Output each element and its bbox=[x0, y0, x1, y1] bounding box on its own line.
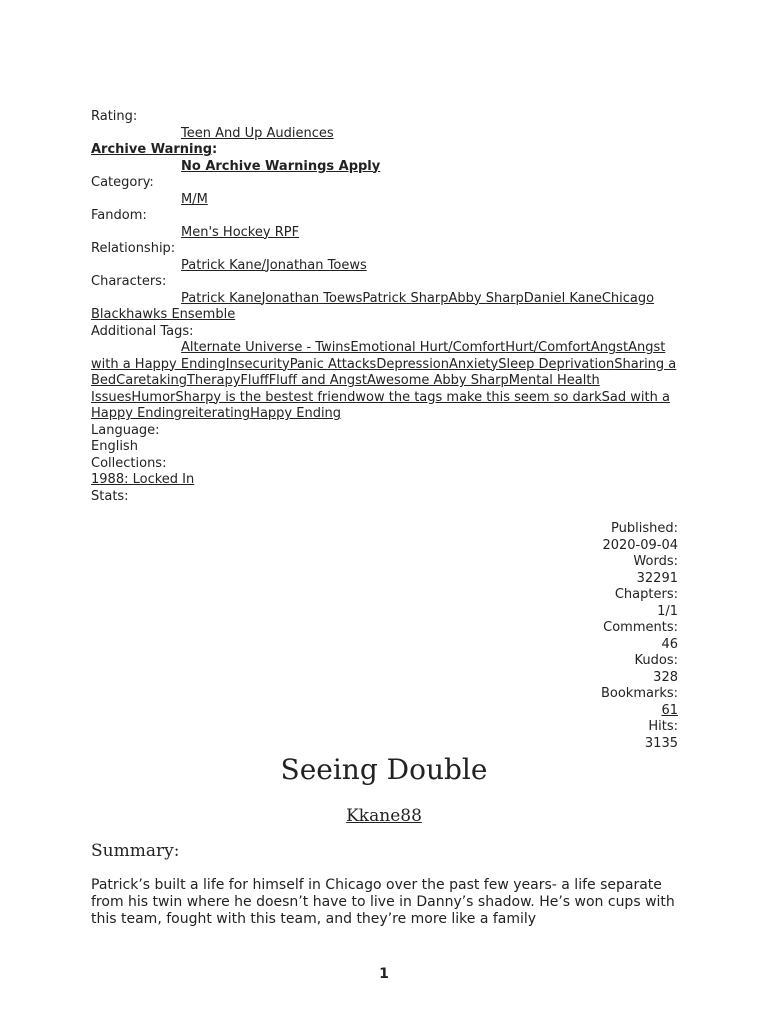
tag-link[interactable]: Sad with a Happy Ending bbox=[91, 389, 670, 421]
tag-link[interactable]: Alternate Universe - Twins bbox=[181, 340, 351, 355]
author-link[interactable]: Kkane88 bbox=[346, 806, 422, 826]
hits-value: 3135 bbox=[644, 735, 678, 751]
rating-label: Rating: bbox=[91, 109, 138, 124]
summary-text: Patrick’s built a life for himself in Chicago over the past few years- a life separate from his twin where he doesn’t have to live in Danny’s shadow. He’s won cups with this team, fought with this team, and they’re more like a family bbox=[91, 877, 675, 927]
byline bbox=[0, 805, 768, 827]
character-link[interactable]: Patrick Sharp bbox=[362, 290, 449, 306]
summary-heading: Summary: bbox=[91, 841, 180, 861]
tag-link[interactable]: Emotional Hurt/Comfort bbox=[350, 340, 506, 355]
character-link[interactable]: Patrick Kane bbox=[181, 290, 262, 306]
kudos-value: 328 bbox=[653, 669, 678, 685]
tag-link[interactable]: wow the tags make this seem so dark bbox=[355, 389, 602, 405]
character-link[interactable]: Daniel Kane bbox=[523, 290, 602, 306]
published-value: 2020-09-04 bbox=[602, 537, 678, 553]
archive-warning-link[interactable]: Archive Warning bbox=[91, 142, 213, 157]
tag-link[interactable]: Mental Health Issues bbox=[91, 373, 600, 405]
tag-link[interactable]: Depression bbox=[376, 356, 449, 372]
tag-link[interactable]: reiterating bbox=[181, 406, 251, 421]
published-label: Published: bbox=[611, 521, 678, 536]
characters-label: Characters: bbox=[91, 274, 167, 289]
category-label: Category: bbox=[91, 175, 154, 190]
kudos-label: Kudos: bbox=[634, 653, 678, 668]
work-title: Seeing Double bbox=[280, 753, 488, 786]
tag-link[interactable]: Fluff bbox=[240, 373, 269, 388]
character-link[interactable]: Jonathan Toews bbox=[261, 290, 363, 306]
tag-link[interactable]: Hurt/Comfort bbox=[505, 340, 591, 355]
character-link[interactable]: Abby Sharp bbox=[448, 290, 524, 306]
fandom-label: Fandom: bbox=[91, 208, 147, 223]
tag-link[interactable]: Caretaking bbox=[116, 373, 187, 388]
tag-link[interactable]: Humor bbox=[131, 389, 176, 405]
fandom-link[interactable]: Men's Hockey RPF bbox=[181, 224, 300, 240]
additional-tags-label: Additional Tags: bbox=[91, 323, 194, 339]
bookmarks-link[interactable]: 61 bbox=[661, 702, 678, 718]
tag-link[interactable]: Fluff and Angst bbox=[268, 373, 367, 388]
language-value: English bbox=[91, 439, 138, 454]
tag-link[interactable]: Sharing a Bed bbox=[91, 356, 677, 388]
tag-link[interactable]: Therapy bbox=[186, 373, 241, 388]
tag-link[interactable]: Anxiety bbox=[449, 356, 499, 372]
character-link[interactable]: Chicago Blackhawks Ensemble bbox=[91, 290, 655, 322]
words-value: 32291 bbox=[636, 570, 678, 586]
tag-link[interactable]: Sharpy is the bestest friend bbox=[175, 389, 356, 405]
category-link[interactable]: M/M bbox=[181, 191, 208, 207]
tag-link[interactable]: Awesome Abby Sharp bbox=[366, 373, 509, 388]
hits-label: Hits: bbox=[648, 719, 678, 734]
collections-label: Collections: bbox=[91, 455, 167, 471]
characters-list bbox=[91, 291, 678, 324]
language-label: Language: bbox=[91, 422, 160, 438]
page-number: 1 bbox=[379, 966, 389, 982]
words-label: Words: bbox=[633, 554, 678, 569]
tag-link[interactable]: Happy Ending bbox=[250, 406, 342, 421]
tag-link[interactable]: Angst bbox=[590, 340, 629, 355]
tag-link[interactable]: Insecurity bbox=[225, 356, 290, 372]
work-stats bbox=[601, 521, 678, 752]
chapters-value: 1/1 bbox=[657, 603, 678, 619]
stats-label: Stats: bbox=[91, 488, 129, 504]
relationship-link[interactable]: Patrick Kane/Jonathan Toews bbox=[181, 257, 367, 273]
archive-warning-colon: : bbox=[212, 142, 218, 157]
bookmarks-label: Bookmarks: bbox=[600, 686, 678, 701]
tag-link[interactable]: Panic Attacks bbox=[289, 356, 377, 372]
tag-link[interactable]: Angst with a Happy Ending bbox=[91, 340, 666, 372]
chapters-label: Chapters: bbox=[614, 587, 678, 602]
additional-tags-list bbox=[91, 340, 678, 423]
work-metadata bbox=[91, 109, 678, 505]
archive-warning-value-link[interactable]: No Archive Warnings Apply bbox=[181, 158, 381, 174]
rating-link[interactable]: Teen And Up Audiences bbox=[181, 125, 334, 141]
tag-link[interactable]: Sleep Deprivation bbox=[498, 356, 615, 372]
comments-label: Comments: bbox=[603, 620, 678, 635]
archive-warning-label bbox=[91, 142, 678, 159]
comments-value: 46 bbox=[661, 636, 678, 652]
relationship-label: Relationship: bbox=[91, 241, 176, 256]
collection-link[interactable]: 1988: Locked In bbox=[91, 472, 195, 487]
